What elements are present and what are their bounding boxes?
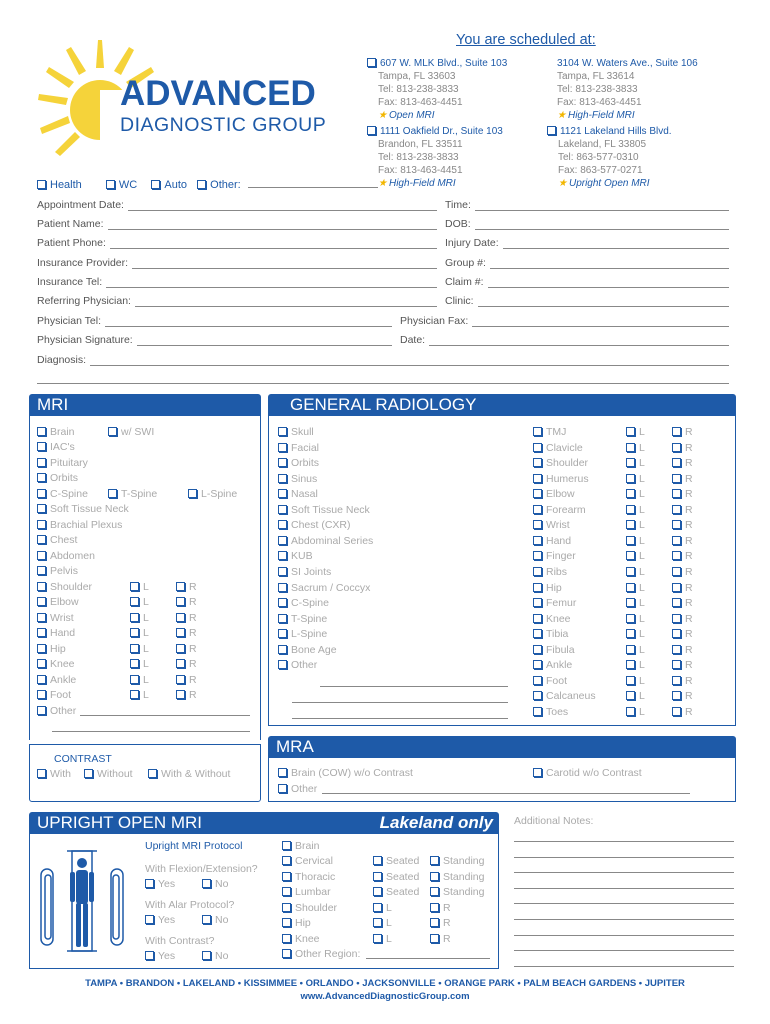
radiology-shoulder[interactable]: Shoulder	[533, 457, 588, 469]
footer-cities: TAMPA • BRANDON • LAKELAND • KISSIMMEE • ORLANDO • JACKSONVILLE • ORANGE PARK • PALM BEACH GARDENS • JUPITER	[85, 978, 685, 989]
alar-yes[interactable]: Yes	[145, 914, 175, 926]
radiology-knee[interactable]: Knee	[533, 613, 571, 625]
radiology-foot-r[interactable]: R	[672, 675, 693, 687]
location-4: 1121 Lakeland Hills Blvd. Lakeland, FL 33805 Tel: 863-577-0310 Fax: 863-577-0271 ★ Upright Open MRI	[547, 125, 672, 190]
radiology-fibula-r[interactable]: R	[672, 644, 693, 656]
radiology-sinus[interactable]: Sinus	[278, 473, 317, 485]
mri-t-spine[interactable]: T-Spine	[108, 488, 157, 500]
radiology-other-line-2[interactable]	[292, 702, 508, 703]
radiology-forearm-l[interactable]: L	[626, 504, 645, 516]
upright-protocol-title: Upright MRI Protocol	[145, 840, 243, 852]
contrast-without[interactable]: Without	[84, 768, 133, 780]
mri-hip[interactable]: Hip	[37, 643, 66, 655]
mra-other[interactable]: Other	[278, 783, 317, 795]
radiology-finger[interactable]: Finger	[533, 550, 576, 562]
upright-lumbar[interactable]: Lumbar	[282, 886, 331, 898]
upright-hip-l[interactable]: L	[373, 917, 392, 929]
radiology-calcaneus-r[interactable]: R	[672, 690, 693, 702]
insurance-tel-field[interactable]: Insurance Tel:	[37, 276, 437, 288]
contrast-with[interactable]: With	[37, 768, 71, 780]
upright-shoulder-l[interactable]: L	[373, 902, 392, 914]
clinic-field[interactable]: Clinic:	[445, 295, 729, 307]
additional-notes-line[interactable]	[514, 841, 734, 842]
location-3: 1111 Oakfield Dr., Suite 103 Brandon, FL 33511 Tel: 813-238-3833 Fax: 813-463-4451 ★ High-Field MRI	[367, 125, 503, 190]
additional-notes-line[interactable]	[514, 966, 734, 967]
radiology-elbow-r[interactable]: R	[672, 488, 693, 500]
upright-knee-r[interactable]: R	[430, 933, 451, 945]
auto-checkbox[interactable]	[151, 180, 160, 189]
upright-cervical-seated[interactable]: Seated	[373, 855, 419, 867]
radiology-fibula-l[interactable]: L	[626, 644, 645, 656]
additional-notes-line[interactable]	[514, 935, 734, 936]
upright-shoulder-r[interactable]: R	[430, 902, 451, 914]
mri-w-swi[interactable]: w/ SWI	[108, 426, 154, 438]
upright-title: UPRIGHT OPEN MRI	[37, 813, 202, 832]
mri-brachial-plexus[interactable]: Brachial Plexus	[37, 519, 122, 531]
additional-notes-title: Additional Notes:	[514, 815, 594, 827]
radiology-soft-tissue-neck[interactable]: Soft Tissue Neck	[278, 504, 370, 516]
radiology-tmj[interactable]: TMJ	[533, 426, 566, 438]
mri-brain[interactable]: Brain	[37, 426, 75, 438]
radiology-other[interactable]: Other	[278, 659, 317, 671]
patient-name-field[interactable]: Patient Name:	[37, 218, 437, 230]
date-field[interactable]: Date:	[400, 334, 729, 346]
upright-contrast-no[interactable]: No	[202, 950, 228, 962]
mri-header: MRI	[29, 394, 261, 416]
additional-notes-line[interactable]	[514, 888, 734, 889]
radiology-orbits[interactable]: Orbits	[278, 457, 319, 469]
star-icon: ★	[558, 178, 567, 189]
mri-ankle-r[interactable]: R	[176, 674, 197, 686]
mri-wrist-r[interactable]: R	[176, 612, 197, 624]
radiology-finger-r[interactable]: R	[672, 550, 693, 562]
mri-elbow-r[interactable]: R	[176, 596, 197, 608]
star-icon: ★	[378, 110, 387, 121]
mri-hip-r[interactable]: R	[176, 643, 197, 655]
logo-text-advanced: ADVANCED	[120, 74, 316, 113]
flexion-no[interactable]: No	[202, 878, 228, 890]
radiology-other-line-3[interactable]	[292, 718, 508, 719]
mri-iacs[interactable]: IAC's	[37, 441, 75, 453]
contrast-title: CONTRAST	[54, 753, 112, 765]
radiology-facial[interactable]: Facial	[278, 442, 319, 454]
radiology-clavicle[interactable]: Clavicle	[533, 442, 583, 454]
radiology-calcaneus[interactable]: Calcaneus	[533, 690, 596, 702]
radiology-finger-l[interactable]: L	[626, 550, 645, 562]
physician-signature-field[interactable]: Physician Signature:	[37, 334, 392, 346]
radiology-tibia[interactable]: Tibia	[533, 628, 568, 640]
mri-wrist-l[interactable]: L	[130, 612, 149, 624]
upright-cervical[interactable]: Cervical	[282, 855, 333, 867]
radiology-femur-l[interactable]: L	[626, 597, 645, 609]
flexion-question: With Flexion/Extension?	[145, 863, 258, 875]
radiology-wrist-r[interactable]: R	[672, 519, 693, 531]
upright-contrast-yes[interactable]: Yes	[145, 950, 175, 962]
radiology-c-spine[interactable]: C-Spine	[278, 597, 329, 609]
radiology-knee-l[interactable]: L	[626, 613, 645, 625]
radiology-forearm[interactable]: Forearm	[533, 504, 586, 516]
radiology-humerus-l[interactable]: L	[626, 473, 645, 485]
injury-date-field[interactable]: Injury Date:	[445, 237, 729, 249]
wc-label: WC	[118, 179, 138, 191]
mri-other-line[interactable]	[80, 715, 250, 716]
star-icon: ★	[557, 110, 566, 121]
mri-foot-r[interactable]: R	[176, 689, 197, 701]
radiology-header: GENERAL RADIOLOGY	[268, 394, 736, 416]
payer-row	[37, 179, 378, 191]
upright-knee[interactable]: Knee	[282, 933, 320, 945]
radiology-tmj-r[interactable]: R	[672, 426, 693, 438]
radiology-hand-r[interactable]: R	[672, 535, 693, 547]
upright-knee-l[interactable]: L	[373, 933, 392, 945]
mri-other[interactable]: Other	[37, 705, 76, 717]
mri-other-line-2[interactable]	[52, 731, 250, 732]
radiology-ribs[interactable]: Ribs	[533, 566, 567, 578]
radiology-kub[interactable]: KUB	[278, 550, 313, 562]
mri-foot[interactable]: Foot	[37, 689, 71, 701]
alar-question: With Alar Protocol?	[145, 899, 235, 911]
radiology-femur-r[interactable]: R	[672, 597, 693, 609]
radiology-elbow[interactable]: Elbow	[533, 488, 575, 500]
upright-mri-machine-icon	[37, 845, 127, 957]
contrast-question: With Contrast?	[145, 935, 215, 947]
upright-thoracic-seated[interactable]: Seated	[373, 871, 419, 883]
upright-brain[interactable]: Brain	[282, 840, 320, 852]
radiology-elbow-l[interactable]: L	[626, 488, 645, 500]
radiology-l-spine[interactable]: L-Spine	[278, 628, 327, 640]
mra-other-line[interactable]	[322, 793, 690, 794]
upright-cervical-standing[interactable]: Standing	[430, 855, 484, 867]
location-1-checkbox[interactable]	[367, 58, 376, 67]
other-payer-line[interactable]	[248, 179, 378, 188]
radiology-tmj-l[interactable]: L	[626, 426, 645, 438]
radiology-shoulder-r[interactable]: R	[672, 457, 693, 469]
radiology-ankle-r[interactable]: R	[672, 659, 693, 671]
claim-field[interactable]: Claim #:	[445, 276, 729, 288]
radiology-wrist-l[interactable]: L	[626, 519, 645, 531]
mri-orbits[interactable]: Orbits	[37, 472, 78, 484]
mra-box	[268, 757, 736, 802]
radiology-ribs-l[interactable]: L	[626, 566, 645, 578]
additional-notes-line[interactable]	[514, 919, 734, 920]
additional-notes-line[interactable]	[514, 872, 734, 873]
mri-shoulder[interactable]: Shoulder	[37, 581, 92, 593]
mri-hand-l[interactable]: L	[130, 627, 149, 639]
radiology-hip-r[interactable]: R	[672, 582, 693, 594]
radiology-foot-l[interactable]: L	[626, 675, 645, 687]
radiology-wrist[interactable]: Wrist	[533, 519, 570, 531]
additional-notes-line[interactable]	[514, 950, 734, 951]
mra-carotid[interactable]: Carotid w/o Contrast	[533, 767, 642, 779]
mri-hip-l[interactable]: L	[130, 643, 149, 655]
insurance-provider-field[interactable]: Insurance Provider:	[37, 257, 437, 269]
wc-checkbox[interactable]	[106, 180, 115, 189]
location-3-checkbox[interactable]	[367, 126, 376, 135]
mri-hand-r[interactable]: R	[176, 627, 197, 639]
mri-knee[interactable]: Knee	[37, 658, 75, 670]
radiology-humerus-r[interactable]: R	[672, 473, 693, 485]
radiology-tibia-l[interactable]: L	[626, 628, 645, 640]
physician-fax-field[interactable]: Physician Fax:	[400, 315, 729, 327]
dob-field[interactable]: DOB:	[445, 218, 729, 230]
radiology-foot[interactable]: Foot	[533, 675, 567, 687]
radiology-tibia-r[interactable]: R	[672, 628, 693, 640]
mri-shoulder-r[interactable]: R	[176, 581, 197, 593]
other-label: Other:	[210, 179, 241, 191]
mri-c-spine[interactable]: C-Spine	[37, 488, 88, 500]
location-1: 607 W. MLK Blvd., Suite 103 Tampa, FL 33603 Tel: 813-238-3833 Fax: 813-463-4451 ★ Open MRI	[367, 57, 507, 122]
radiology-box	[268, 415, 736, 726]
upright-thoracic[interactable]: Thoracic	[282, 871, 335, 883]
radiology-hand[interactable]: Hand	[533, 535, 571, 547]
lakeland-only-label: Lakeland only	[379, 813, 493, 832]
contrast-with-without[interactable]: With & Without	[148, 768, 230, 780]
upright-other-region[interactable]: Other Region:	[282, 948, 360, 960]
radiology-t-spine[interactable]: T-Spine	[278, 613, 327, 625]
radiology-femur[interactable]: Femur	[533, 597, 576, 609]
mri-knee-r[interactable]: R	[176, 658, 197, 670]
upright-hip[interactable]: Hip	[282, 917, 311, 929]
radiology-calcaneus-l[interactable]: L	[626, 690, 645, 702]
star-icon: ★	[378, 178, 387, 189]
radiology-fibula[interactable]: Fibula	[533, 644, 575, 656]
scheduled-title: You are scheduled at:	[456, 32, 596, 48]
radiology-clavicle-l[interactable]: L	[626, 442, 645, 454]
radiology-chest-cxr[interactable]: Chest (CXR)	[278, 519, 351, 531]
location-2: 3104 W. Waters Ave., Suite 106 Tampa, FL 33614 Tel: 813-238-3833 Fax: 813-463-4451 ★ High-Field MRI	[557, 58, 698, 121]
mri-elbow[interactable]: Elbow	[37, 596, 79, 608]
mri-knee-l[interactable]: L	[130, 658, 149, 670]
upright-other-region-line[interactable]	[366, 958, 490, 959]
mra-header: MRA	[268, 736, 736, 758]
upright-hip-r[interactable]: R	[430, 917, 451, 929]
mri-pelvis[interactable]: Pelvis	[37, 565, 78, 577]
radiology-bone-age[interactable]: Bone Age	[278, 644, 337, 656]
radiology-forearm-r[interactable]: R	[672, 504, 693, 516]
radiology-hip[interactable]: Hip	[533, 582, 562, 594]
mri-l-spine[interactable]: L-Spine	[188, 488, 237, 500]
location-4-checkbox[interactable]	[547, 126, 556, 135]
mri-pituitary[interactable]: Pituitary	[37, 457, 88, 469]
group-field[interactable]: Group #:	[445, 257, 729, 269]
mri-chest[interactable]: Chest	[37, 534, 77, 546]
radiology-clavicle-r[interactable]: R	[672, 442, 693, 454]
company-logo	[30, 38, 330, 168]
radiology-hip-l[interactable]: L	[626, 582, 645, 594]
time-field[interactable]: Time:	[445, 199, 729, 211]
radiology-ankle-l[interactable]: L	[626, 659, 645, 671]
radiology-hand-l[interactable]: L	[626, 535, 645, 547]
mri-elbow-l[interactable]: L	[130, 596, 149, 608]
radiology-skull[interactable]: Skull	[278, 426, 314, 438]
patient-phone-field[interactable]: Patient Phone:	[37, 237, 437, 249]
radiology-knee-r[interactable]: R	[672, 613, 693, 625]
radiology-shoulder-l[interactable]: L	[626, 457, 645, 469]
footer-website[interactable]: www.AdvancedDiagnosticGroup.com	[300, 991, 470, 1002]
upright-header	[29, 812, 499, 834]
radiology-abdominal-series[interactable]: Abdominal Series	[278, 535, 373, 547]
auto-label: Auto	[164, 179, 188, 191]
radiology-toes-r[interactable]: R	[672, 706, 693, 718]
radiology-si-joints[interactable]: SI Joints	[278, 566, 331, 578]
health-label: Health	[50, 179, 82, 191]
upright-thoracic-standing[interactable]: Standing	[430, 871, 484, 883]
additional-notes-line[interactable]	[514, 903, 734, 904]
physician-tel-field[interactable]: Physician Tel:	[37, 315, 392, 327]
logo-text-diagnostic: DIAGNOSTIC GROUP	[120, 114, 327, 136]
radiology-toes-l[interactable]: L	[626, 706, 645, 718]
alar-no[interactable]: No	[202, 914, 228, 926]
mri-soft-tissue-neck[interactable]: Soft Tissue Neck	[37, 503, 129, 515]
other-checkbox[interactable]	[197, 180, 206, 189]
radiology-nasal[interactable]: Nasal	[278, 488, 318, 500]
mri-ankle[interactable]: Ankle	[37, 674, 76, 686]
mri-abdomen[interactable]: Abdomen	[37, 550, 95, 562]
radiology-ankle[interactable]: Ankle	[533, 659, 572, 671]
mri-shoulder-l[interactable]: L	[130, 581, 149, 593]
health-checkbox[interactable]	[37, 180, 46, 189]
radiology-humerus[interactable]: Humerus	[533, 473, 589, 485]
upright-lumbar-standing[interactable]: Standing	[430, 886, 484, 898]
radiology-other-line-1[interactable]	[320, 686, 508, 687]
radiology-sacrum-coccyx[interactable]: Sacrum / Coccyx	[278, 582, 370, 594]
mri-hand[interactable]: Hand	[37, 627, 75, 639]
radiology-ribs-r[interactable]: R	[672, 566, 693, 578]
flexion-yes[interactable]: Yes	[145, 878, 175, 890]
additional-notes-line[interactable]	[514, 857, 734, 858]
mra-brain[interactable]: Brain (COW) w/o Contrast	[278, 767, 413, 779]
mri-wrist[interactable]: Wrist	[37, 612, 74, 624]
upright-lumbar-seated[interactable]: Seated	[373, 886, 419, 898]
referring-physician-field[interactable]: Referring Physician:	[37, 295, 437, 307]
upright-shoulder[interactable]: Shoulder	[282, 902, 337, 914]
diagnosis-line-2[interactable]	[37, 383, 729, 384]
radiology-toes[interactable]: Toes	[533, 706, 568, 718]
diagnosis-field[interactable]: Diagnosis:	[37, 354, 729, 366]
appointment-date-field[interactable]: Appointment Date:	[37, 199, 437, 211]
mri-ankle-l[interactable]: L	[130, 674, 149, 686]
mri-foot-l[interactable]: L	[130, 689, 149, 701]
